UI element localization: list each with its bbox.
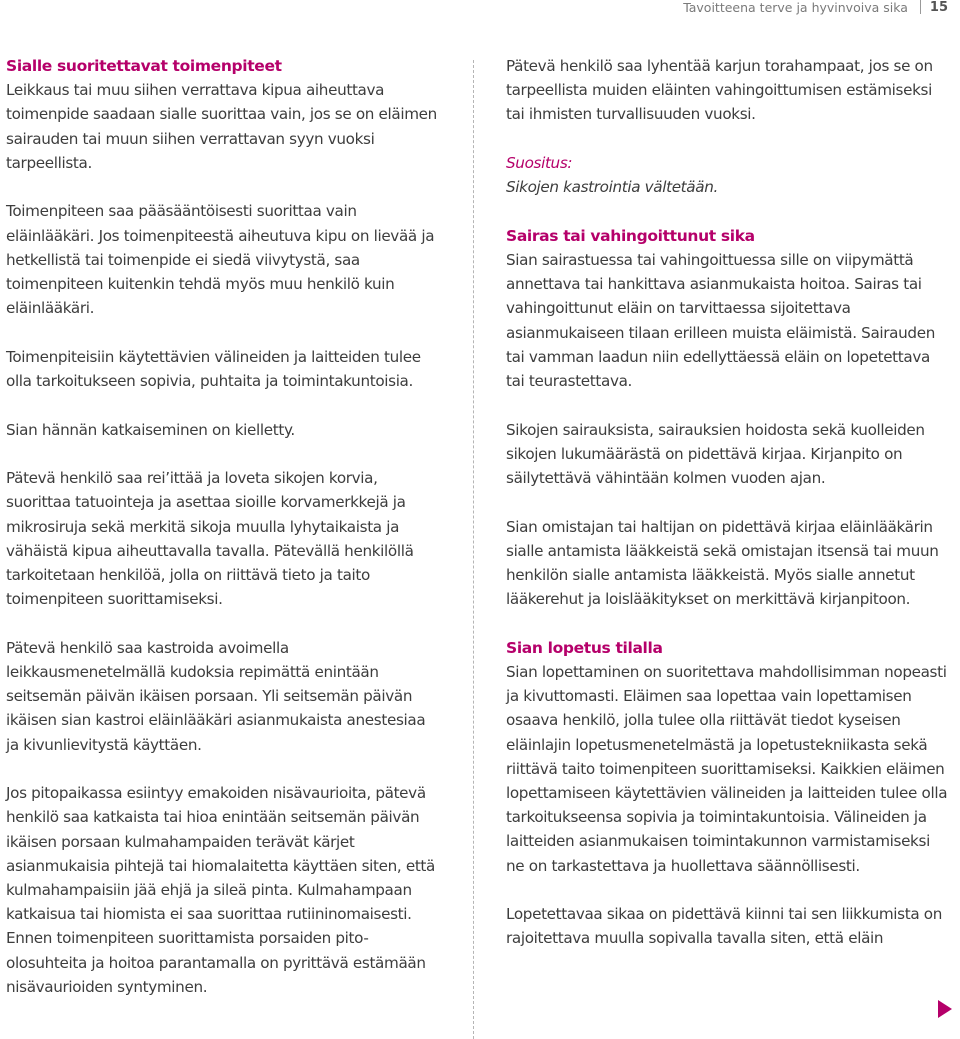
paragraph: Sian hännän katkaiseminen on kielletty.	[6, 420, 295, 439]
page-header	[683, 0, 960, 14]
paragraph: Pätevä henkilö saa lyhentää karjun torahampaat, jos se on tarpeellista muiden eläinten vahingoittumisen estämiseksi tai ihmisten turvallisuuden vuoksi.	[506, 57, 933, 124]
section-2	[506, 224, 950, 393]
paragraph: Sian lopettaminen on suoritettava mahdollisimman nopeasti ja kivuttomasti. Eläimen saa lopettaa vain lopettamisen osaava henkilö, jolla tulee olla riittävät tiedot kyseisen eläinlajin lopetusmenetelmästä ja lopetustekniikasta sekä riittävä taito toimenpiteen suorittamiseksi. Kaikkien eläimen lopettamiseen käytettävien välineiden ja laitteiden tulee olla tarkoitukseensa sopivia ja toimintakuntoisia. Välineiden ja laitteiden asianmukaisen toimintakunnon varmistamiseksi ne on tarkastettava ja huollettava säännöllisesti.	[506, 663, 948, 875]
recommendation-text: Sikojen kastrointia vältetään.	[506, 178, 718, 197]
section-1	[6, 54, 438, 175]
left-column	[6, 54, 438, 1023]
page-number: 15	[929, 0, 948, 15]
paragraph: Sian omistajan tai haltijan on pidettävä kirjaa eläinlääkärin sialle antamista lääkkeistä sekä omistajan itsensä tai muun henkilön sialle antamista lääkkeistä. Myös sialle annetut lääkerehut ja loislääkitykset on merkittävä kirjanpitoon.	[506, 517, 939, 609]
header-divider	[920, 0, 921, 14]
paragraph: Pätevä henkilö saa rei’ittää ja loveta sikojen korvia, suorittaa tatuointeja ja asettaa sioille korvamerkkejä ja mikrosiruja sekä merkitä sikoja muulla lyhytaikaista ja vähäistä kipua aiheuttavalla tavalla. Pätevällä henkilöllä tarkoitetaan henkilöä, jolla on riittävä tieto ja taito toimenpiteen suorittamiseksi.	[6, 469, 414, 609]
paragraph: Lopetettavaa sikaa on pidettävä kiinni tai sen liikkumista on rajoitettava muulla sopivalla tavalla siten, että eläin	[506, 905, 942, 948]
paragraph: Sikojen sairauksista, sairauksien hoidosta sekä kuolleiden sikojen lukumäärästä on pidettävä kirjaa. Kirjanpito on säilytettävä vähintään kolmen vuoden ajan.	[506, 420, 925, 488]
right-column	[506, 54, 950, 975]
paragraph: Sian sairastuessa tai vahingoittuessa sille on viipymättä annettava tai hankittava asianmukaista hoitoa. Sairas tai vahingoittunut eläin on tarvittaessa sijoitettava asianmukaiseen tilaan erilleen muista eläimistä. Sairauden tai vamman laadun niin edellyttäessä eläin on lopetettava tai teurastettava.	[506, 251, 935, 391]
paragraph: Toimenpiteen saa pääsääntöisesti suorittaa vain eläinlääkäri. Jos toimenpiteestä aiheutuva kipu on lievää ja hetkellistä tai toimenpide ei siedä viivytystä, saa toimenpiteen kuitenkin tehdä myös muu henkilö kuin eläinlääkäri.	[6, 202, 435, 318]
section-heading-procedures: Sialle suoritettavat toimenpiteet	[6, 57, 282, 75]
running-title: Tavoitteena terve ja hyvinvoiva sika	[683, 0, 908, 15]
continue-arrow-icon	[938, 1000, 952, 1018]
recommendation	[506, 151, 950, 199]
recommendation-label: Suositus:	[506, 154, 573, 172]
paragraph: Jos pitopaikassa esiintyy emakoiden nisävaurioita, pätevä henkilö saa katkaista tai hioa enintään seitsemän päivän ikäisen porsaan kulmahampaiden terävät kärjet asianmukaisia pihtejä tai hiomalaitetta käyttäen siten, että kulmahampaisiin jää ehjä ja sileä pinta. Kulmahampaan katkaisua tai hiomista ei saa suorittaa rutiininomaisesti. Ennen toimenpiteen suorittamista porsaiden pito-olosuhteita ja hoitoa parantamalla on pyrittävä estämään nisävaurioiden syntyminen.	[6, 784, 435, 996]
section-3	[506, 636, 950, 878]
paragraph: Toimenpiteisiin käytettävien välineiden ja laitteiden tulee olla tarkoitukseen sopivia, puhtaita ja toimintakuntoisia.	[6, 347, 421, 391]
column-divider	[473, 60, 474, 1039]
paragraph: Pätevä henkilö saa kastroida avoimella leikkausmenetelmällä kudoksia repimättä enintään seitsemän päivän ikäisen porsaan. Yli seitsemän päivän ikäisen sian kastroi eläinlääkäri asianmukaista anestesiaa ja kivunlievitystä käyttäen.	[6, 638, 426, 754]
paragraph: Leikkaus tai muu siihen verrattava kipua aiheuttava toimenpide saadaan sialle suorittaa vain, jos se on eläimen sairauden tai muun siihen verrattavan syyn vuoksi tarpeellista.	[6, 81, 437, 172]
section-heading-sick-pig: Sairas tai vahingoittunut sika	[506, 226, 755, 245]
section-heading-euthanasia: Sian lopetus tilalla	[506, 638, 663, 657]
